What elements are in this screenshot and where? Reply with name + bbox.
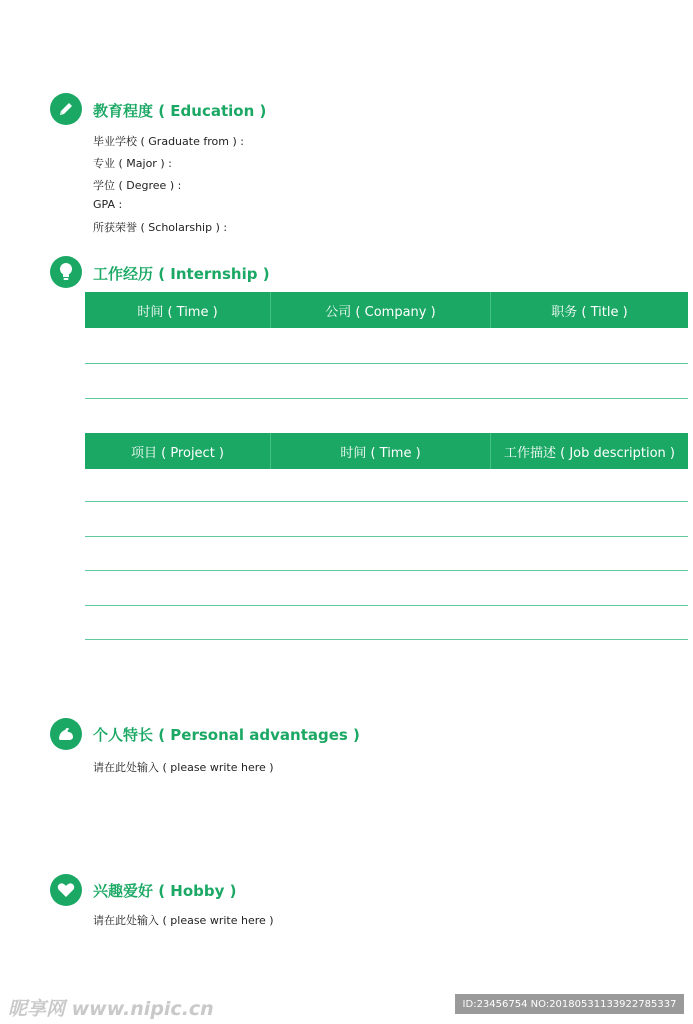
heart-icon [50,874,82,906]
field-graduate-from: 毕业学校 ( Graduate from ) : [93,135,244,148]
internship-title: 工作经历 ( Internship ) [93,265,270,283]
header-time: 时间 ( Time ) [85,292,271,328]
hobby-input[interactable]: 请在此处输入 ( please write here ) [93,914,274,927]
table-row [85,501,688,502]
lightbulb-icon [50,256,82,288]
header-project-time: 时间 ( Time ) [271,433,491,469]
table-row [85,570,688,571]
table-row [85,639,688,640]
field-major: 专业 ( Major ) : [93,157,172,170]
project-table-header [85,433,688,469]
watermark-site: 昵享网 www.nipic.cn [8,998,214,1020]
advantages-input[interactable]: 请在此处输入 ( please write here ) [93,761,274,774]
table-row [85,398,688,399]
header-project: 项目 ( Project ) [85,433,271,469]
header-title: 职务 ( Title ) [551,304,628,320]
watermark-id: ID:23456754 NO:20180531133922785337 [455,994,684,1014]
field-degree: 学位 ( Degree ) : [93,179,182,192]
field-scholarship: 所获荣誉 ( Scholarship ) : [93,221,228,234]
education-title: 教育程度 ( Education ) [93,102,267,120]
hobby-title: 兴趣爱好 ( Hobby ) [93,882,237,900]
table-row [85,536,688,537]
table-row [85,363,688,364]
advantages-title: 个人特长 ( Personal advantages ) [93,726,360,744]
header-company: 公司 ( Company ) [271,292,491,328]
field-gpa: GPA : [93,198,123,211]
flexed-arm-icon [50,718,82,750]
pencil-icon [50,93,82,125]
header-job-description: 工作描述 ( Job description ) [504,445,675,461]
internship-table-header [85,292,688,328]
table-row [85,605,688,606]
